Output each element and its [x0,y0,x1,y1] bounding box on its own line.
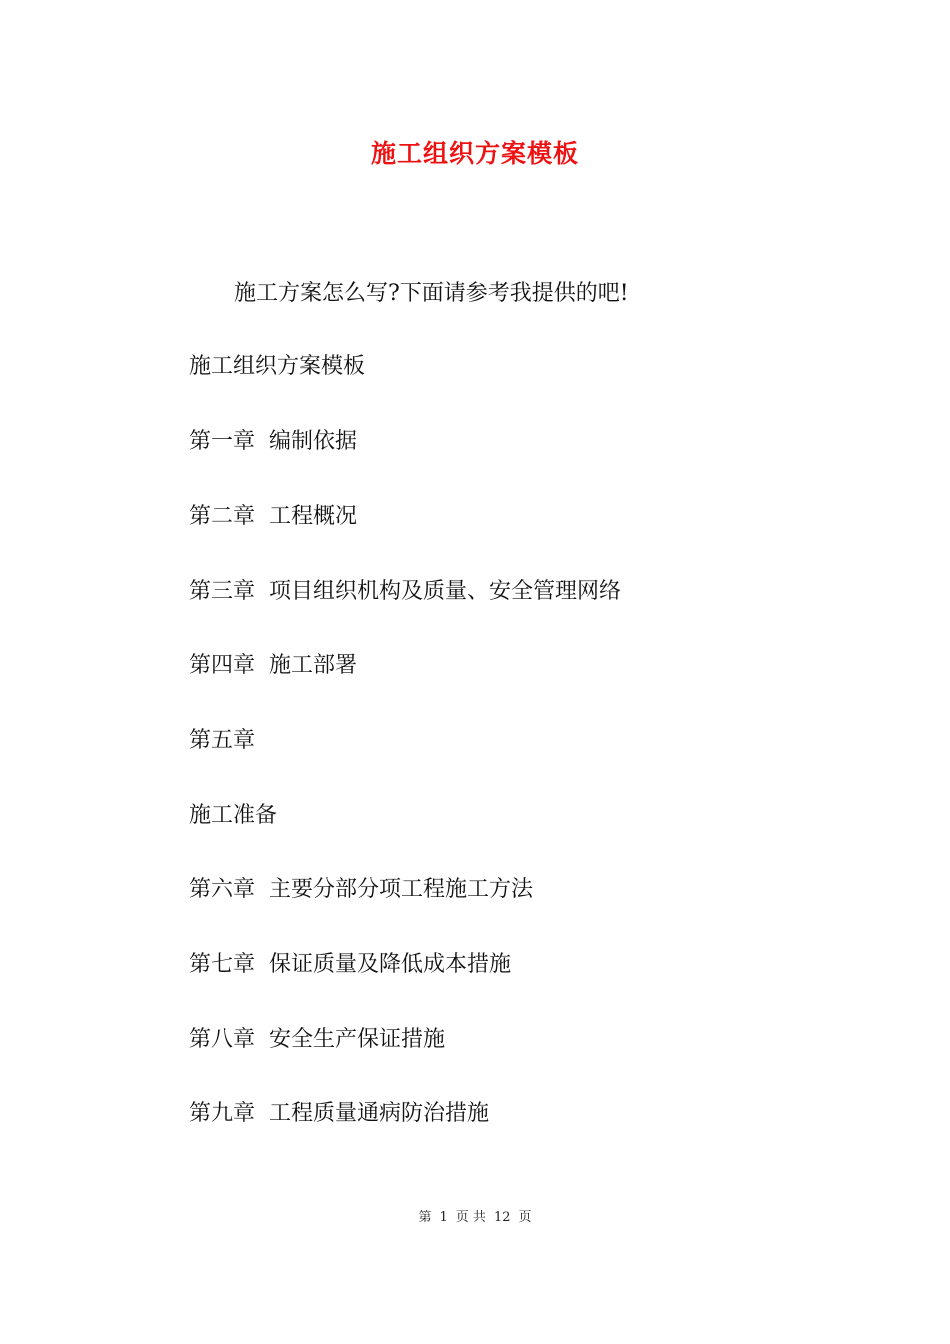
toc-line [189,1024,445,1056]
page-footer [0,1208,950,1228]
toc-chapter: 第六章 [189,877,256,902]
toc-line [189,576,621,608]
toc-chapter: 第五章 [189,728,256,753]
footer-suffix: 页 [518,1210,532,1225]
toc-chapter-name: 主要分部分项工程施工方法 [269,877,534,902]
toc-chapter-name: 项目组织机构及质量、安全管理网络 [269,579,622,604]
toc-chapter: 第三章 [189,579,256,604]
toc-chapter-name: 工程概况 [269,504,358,529]
toc-chapter-name: 施工部署 [269,653,358,678]
toc-chapter: 施工准备 [189,803,278,828]
footer-mid: 页 共 [455,1210,486,1225]
toc-chapter-name: 编制依据 [269,429,358,454]
toc-chapter-name: 保证质量及降低成本措施 [269,952,512,977]
toc-chapter-name: 安全生产保证措施 [269,1027,446,1052]
toc-chapter: 第七章 [189,952,256,977]
toc-line [189,501,357,533]
toc-line [189,426,357,458]
toc-line [189,351,365,383]
document-title: 施工组织方案模板 [370,139,579,168]
toc-chapter: 第一章 [189,429,256,454]
toc-chapter: 施工组织方案模板 [189,354,366,379]
toc-line [189,725,255,757]
toc-chapter: 第四章 [189,653,256,678]
toc-line [189,874,533,906]
toc-chapter-name: 工程质量通病防治措施 [269,1101,490,1126]
toc-chapter: 第九章 [189,1101,256,1126]
toc-line [189,650,357,682]
footer-prefix: 第 [418,1210,432,1225]
footer-total-pages: 12 [493,1210,511,1225]
toc-chapter: 第二章 [189,504,256,529]
intro-paragraph: 施工方案怎么写?下面请参考我提供的吧! [234,281,629,306]
toc-line [189,949,511,981]
toc-line [189,800,277,832]
footer-page-number: 1 [439,1210,448,1225]
toc-line [189,1098,489,1130]
toc-chapter: 第八章 [189,1027,256,1052]
